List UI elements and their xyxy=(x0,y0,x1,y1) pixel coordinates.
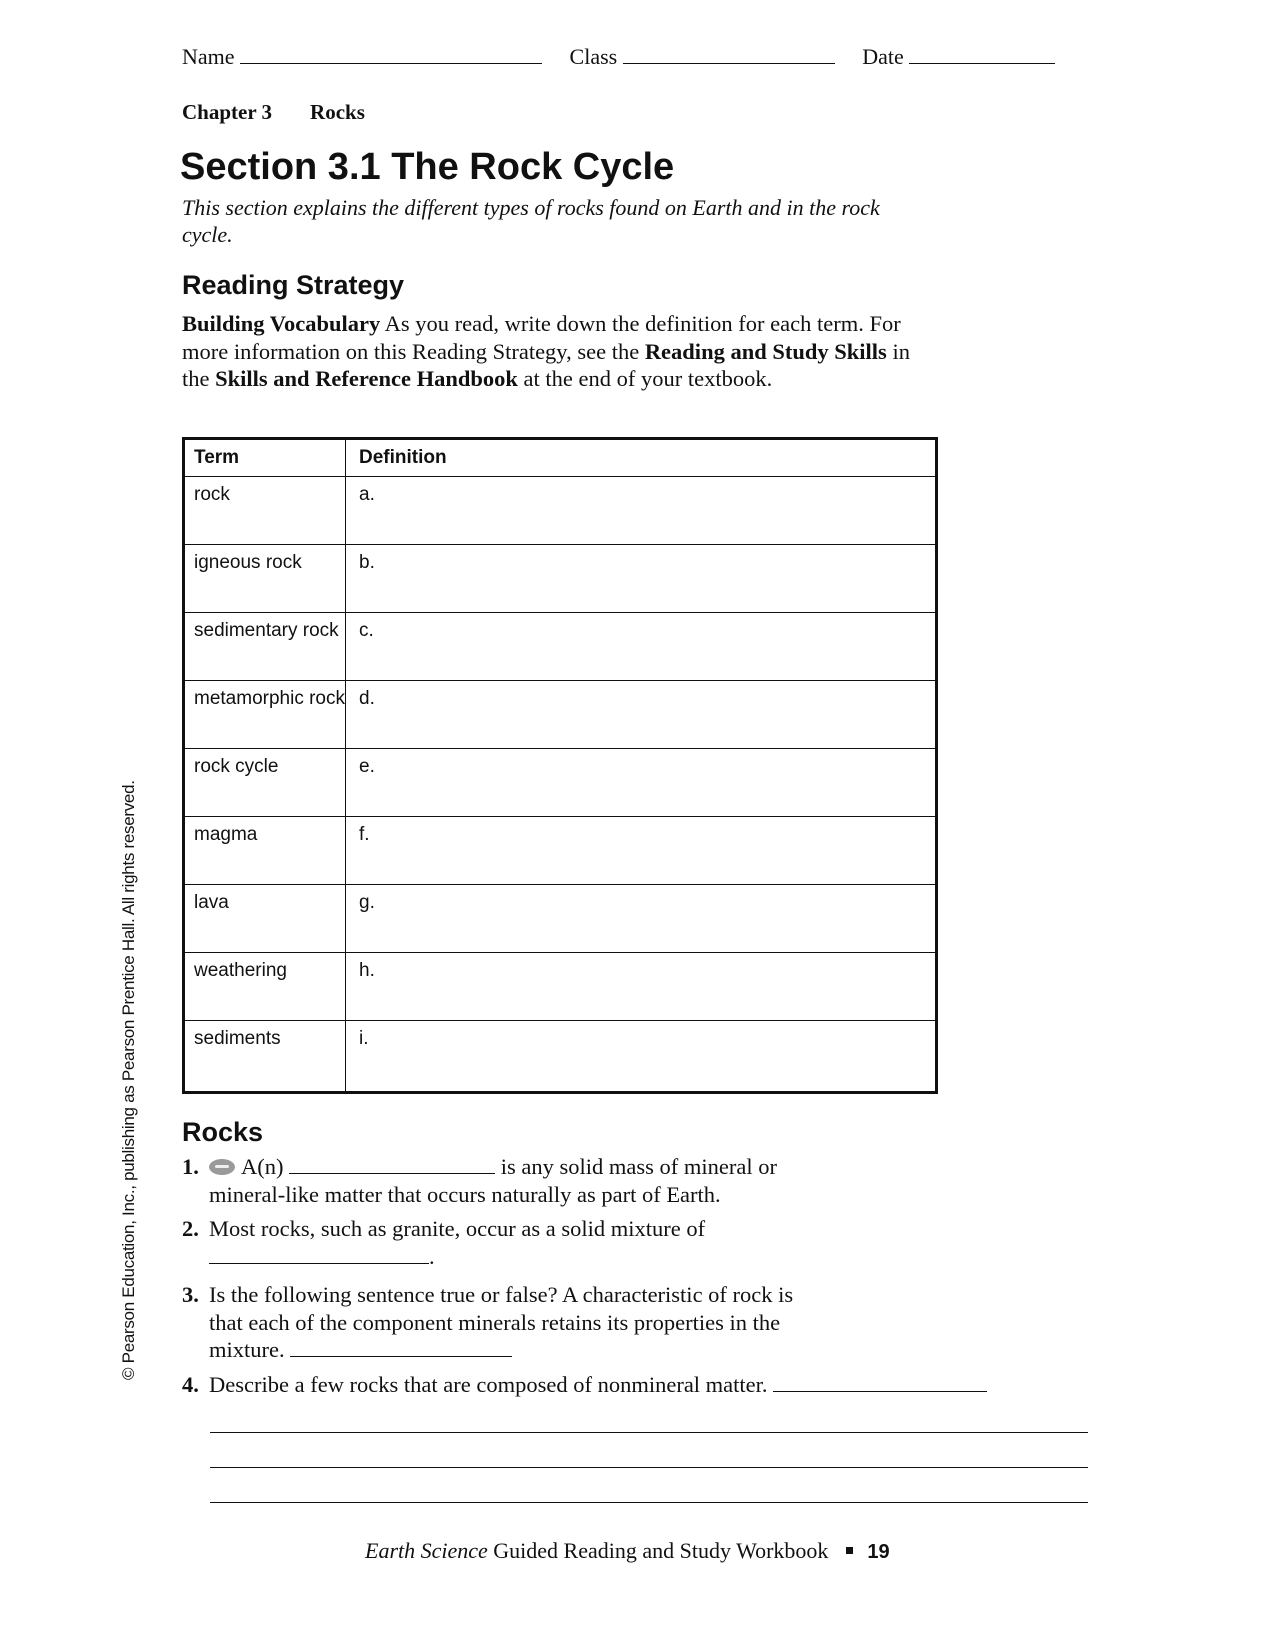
strategy-bold-1: Reading and Study Skills xyxy=(644,338,887,364)
strategy-bold-2: Skills and Reference Handbook xyxy=(215,366,518,391)
bullet-square-icon xyxy=(846,1547,853,1554)
definition-cell[interactable]: d. xyxy=(359,688,375,709)
row-divider xyxy=(185,884,935,885)
definition-cell[interactable]: i. xyxy=(359,1028,369,1049)
row-divider xyxy=(185,612,935,613)
term-cell: igneous rock xyxy=(194,552,302,573)
definition-cell[interactable]: b. xyxy=(359,552,375,573)
column-divider xyxy=(345,440,346,1091)
row-divider xyxy=(185,1020,935,1021)
strategy-lead: Building Vocabulary xyxy=(182,311,381,336)
q1-text-before: A(n) xyxy=(241,1154,284,1179)
vocabulary-table xyxy=(182,437,938,1094)
answer-line[interactable] xyxy=(210,1432,1088,1433)
term-cell: sedimentary rock xyxy=(194,620,339,641)
definition-cell[interactable]: c. xyxy=(359,620,374,641)
definition-cell[interactable]: f. xyxy=(359,824,370,845)
date-label: Date xyxy=(862,44,904,69)
term-cell: metamorphic rock xyxy=(194,688,345,709)
q2-period: . xyxy=(429,1243,435,1269)
definition-cell[interactable]: e. xyxy=(359,756,375,777)
footer-book-title-italic: Earth Science xyxy=(365,1538,488,1563)
row-divider xyxy=(185,680,935,681)
definition-cell[interactable]: a. xyxy=(359,484,375,505)
copyright-notice: © Pearson Education, Inc., publishing as Pearson Prentice Hall. All rights reserved. xyxy=(119,780,138,1380)
question-number: 3. xyxy=(182,1282,199,1307)
q1-text-after: is any solid mass of mineral or xyxy=(500,1154,777,1179)
q1-text-line2: mineral-like matter that occurs naturally as part of Earth. xyxy=(209,1181,721,1207)
question-1 xyxy=(182,1153,922,1208)
key-concept-icon xyxy=(209,1159,235,1175)
strategy-text-1: As you read, write down the definition for each term. For more information on this Reading Strategy, see the xyxy=(182,311,901,364)
footer-book-title: Guided Reading and Study Workbook xyxy=(487,1538,829,1563)
q2-text: Most rocks, such as granite, occur as a solid mixture of xyxy=(209,1216,706,1241)
question-2 xyxy=(182,1215,922,1270)
q3-answer-blank[interactable] xyxy=(290,1356,512,1357)
answer-line[interactable] xyxy=(210,1502,1088,1503)
strategy-text-2: in the xyxy=(182,338,910,391)
question-number: 2. xyxy=(182,1216,199,1241)
question-number: 1. xyxy=(182,1154,199,1179)
answer-line[interactable] xyxy=(210,1467,1088,1468)
row-divider xyxy=(185,544,935,545)
chapter-heading xyxy=(182,100,365,125)
section-intro: This section explains the different types of rocks found on Earth and in the rock cycle. xyxy=(182,195,880,247)
q4-answer-blank[interactable] xyxy=(773,1391,987,1392)
column-header-definition: Definition xyxy=(359,447,447,468)
q3-line1: Is the following sentence true or false? A characteristic of rock is xyxy=(209,1282,794,1307)
chapter-number: Chapter 3 xyxy=(182,100,273,124)
question-4 xyxy=(182,1371,1102,1399)
term-cell: lava xyxy=(194,892,229,913)
q1-answer-blank[interactable] xyxy=(289,1173,495,1174)
row-divider xyxy=(185,952,935,953)
term-cell: rock xyxy=(194,484,230,505)
header-fields xyxy=(182,44,1055,70)
term-cell: rock cycle xyxy=(194,756,279,777)
definition-cell[interactable]: h. xyxy=(359,960,375,981)
definition-cell[interactable]: g. xyxy=(359,892,375,913)
question-number: 4. xyxy=(182,1372,199,1397)
q2-answer-blank[interactable] xyxy=(209,1263,429,1264)
chapter-title: Rocks xyxy=(310,100,365,124)
page-number: 19 xyxy=(867,1541,890,1563)
question-3 xyxy=(182,1281,922,1364)
page-footer xyxy=(365,1538,890,1564)
reading-strategy-text xyxy=(182,310,942,393)
term-cell: weathering xyxy=(194,960,287,981)
class-label: Class xyxy=(569,44,618,69)
rocks-heading: Rocks xyxy=(182,1117,264,1147)
row-divider xyxy=(185,476,935,477)
q4-text: Describe a few rocks that are composed of nonmineral matter. xyxy=(209,1372,768,1397)
name-label: Name xyxy=(182,44,235,69)
row-divider xyxy=(185,816,935,817)
class-field[interactable] xyxy=(570,44,835,70)
date-field[interactable] xyxy=(862,44,1055,70)
column-header-term: Term xyxy=(194,447,240,468)
row-divider xyxy=(185,748,935,749)
term-cell: magma xyxy=(194,824,258,845)
q3-line2: that each of the component minerals retains its properties in the xyxy=(209,1309,781,1335)
name-field[interactable] xyxy=(182,44,542,70)
section-title: Section 3.1 The Rock Cycle xyxy=(180,146,675,188)
reading-strategy-heading: Reading Strategy xyxy=(182,270,405,300)
strategy-text-3: at the end of your textbook. xyxy=(517,366,773,391)
q3-line3: mixture. xyxy=(209,1337,285,1362)
term-cell: sediments xyxy=(194,1028,281,1049)
